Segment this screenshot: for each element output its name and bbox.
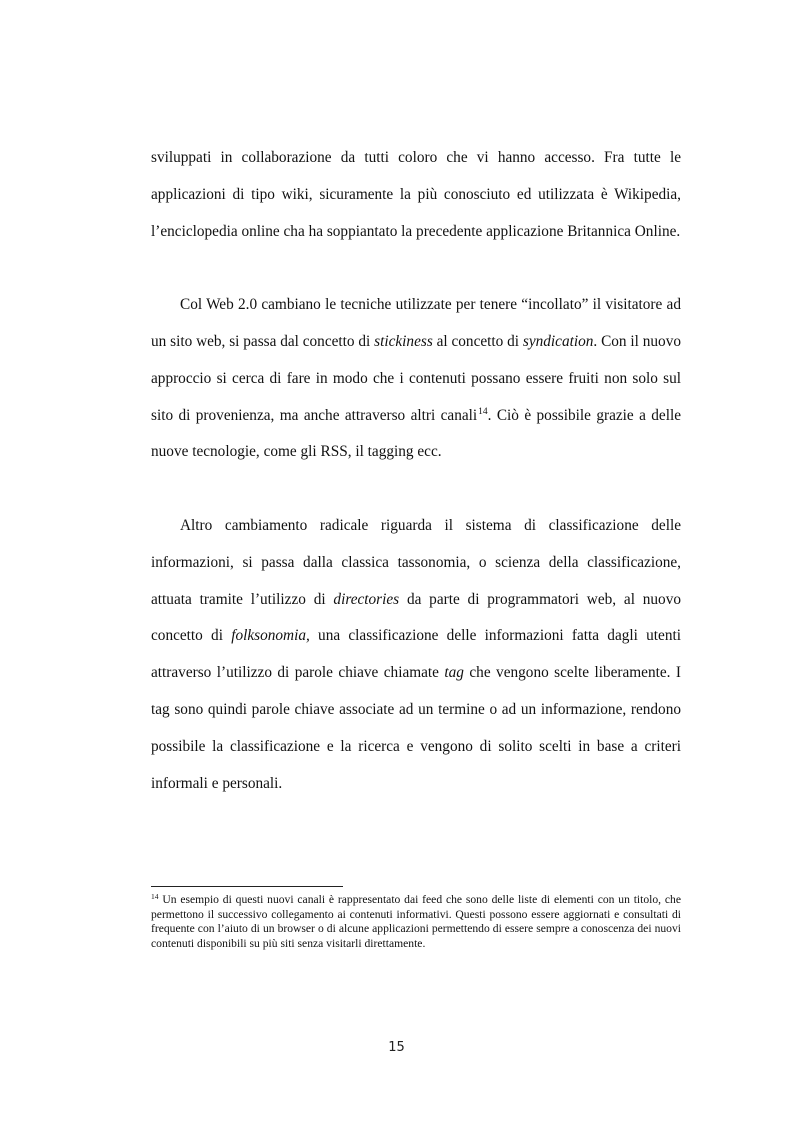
paragraph-folksonomy bbox=[151, 508, 681, 802]
footnote-number: 14 bbox=[151, 892, 159, 901]
footnote-14 bbox=[151, 893, 681, 951]
page-number: 15 bbox=[388, 1040, 405, 1055]
paragraph-text: . Con il nuovo approccio si cerca di fare in modo che i contenuti possano essere fruiti non solo sul sito di provenienza, ma anche attraverso altri canali bbox=[151, 332, 681, 424]
paragraph-text: sviluppati in collaborazione da tutti coloro che vi hanno accesso. Fra tutte le applicazioni di tipo wiki, sicuramente la più conosciuto ed utilizzata è Wikipedia, l’enciclopedia online cha ha soppiantato la precedente applicazione Britannica Online. bbox=[151, 149, 681, 240]
term-syndication: syndication bbox=[522, 332, 594, 350]
term-directories: directories bbox=[333, 590, 400, 608]
paragraph-text: da parte di programmatori web, al nuovo concetto di bbox=[151, 590, 681, 645]
term-stickiness: stickiness bbox=[374, 332, 433, 350]
paragraph-text: Col Web 2.0 cambiano le tecniche utilizzate per tenere “incollato” il visitatore ad un sito web, si passa dal concetto di bbox=[151, 296, 681, 350]
term-folksonomia: folksonomia, bbox=[231, 627, 310, 645]
paragraph-text: . Ciò è possibile grazie a delle nuove tecnologie, come gli RSS, il tagging ecc. bbox=[151, 406, 681, 461]
paragraph-text: al concetto di bbox=[432, 332, 523, 350]
term-tag: tag bbox=[444, 664, 464, 682]
paragraph-text: una classificazione delle informazioni fatta dagli utenti attraverso l’utilizzo di parole chiave chiamate bbox=[151, 627, 681, 682]
footnote-separator bbox=[151, 886, 343, 887]
paragraph-text: Altro cambiamento radicale riguarda il sistema di classificazione delle informazioni, si passa dalla classica tassonomia, o scienza della classificazione, attuata tramite l’utilizzo di bbox=[151, 516, 681, 608]
footnote-reference[interactable]: 14 bbox=[478, 406, 488, 417]
paragraph-wiki-continuation bbox=[151, 140, 681, 250]
body-text bbox=[151, 140, 681, 802]
paragraph-text: che vengono scelte liberamente. I tag sono quindi parole chiave associate ad un termine o ad un informazione, rendono possibile la classificazione e la ricerca e vengono di solito scelti in base a criteri informali e personali. bbox=[151, 664, 681, 792]
footnote-text: Un esempio di questi nuovi canali è rappresentato dai feed che sono delle liste di elementi con un titolo, che permettono il successivo collegamento ai contenuti informativi. Questi possono essere aggiornati e consultati di frequente con l’aiuto di un browser o di alcune applicazioni permettendo di essere sempre a conoscenza dei nuovi contenuti disponibili su più siti senza visitarli direttamente. bbox=[151, 893, 681, 950]
paragraph-web20-syndication bbox=[151, 287, 681, 471]
